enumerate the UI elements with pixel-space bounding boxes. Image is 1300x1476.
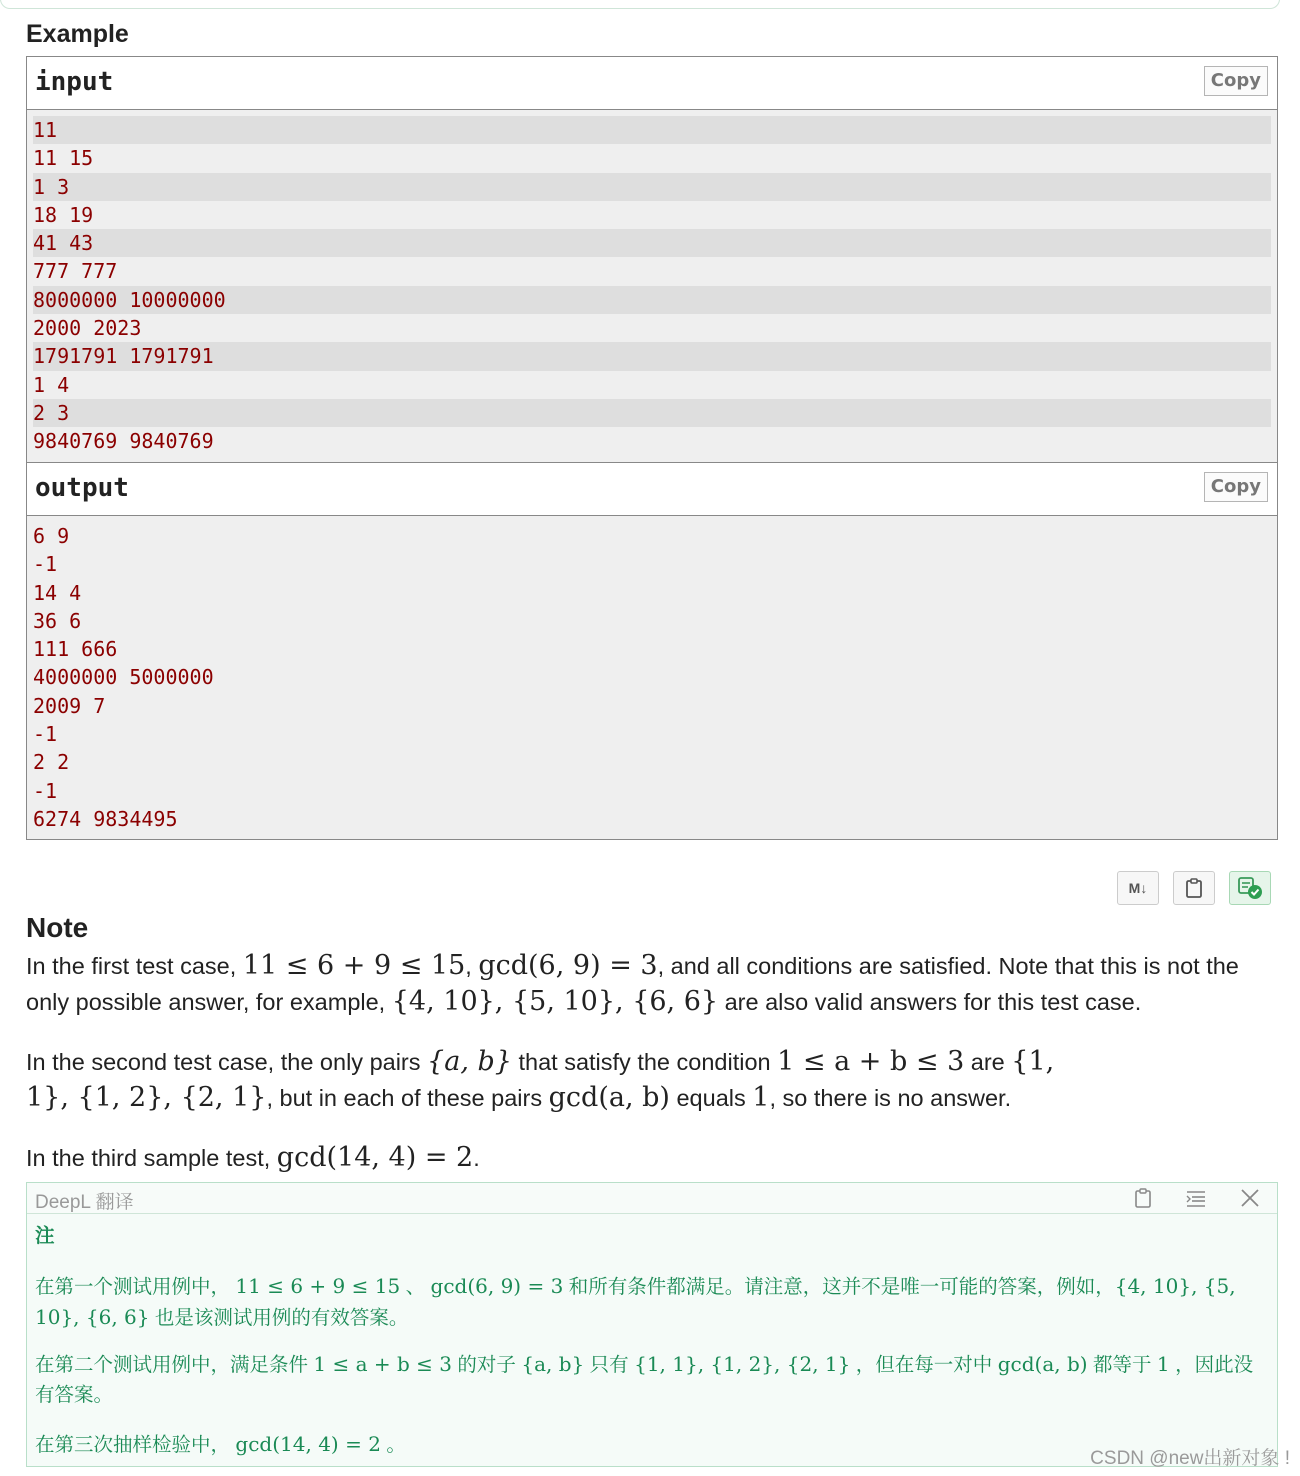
note-p2-math-5: 1 [752, 1082, 770, 1113]
output-line: -1 [33, 778, 58, 803]
deepl-heading: 注 [35, 1225, 55, 1247]
note-p2-math-3: {1, 1}, {1, 2}, {2, 1} [26, 1046, 1055, 1113]
output-box [26, 462, 1278, 840]
output-line: 6274 9834495 [33, 806, 178, 831]
input-line: 2 3 [33, 399, 1271, 427]
output-lines [27, 516, 1277, 833]
deepl-p1-text-4: 也是该测试用例的有效答案。 [149, 1307, 409, 1329]
note-p1-text-3: , and all conditions are satisfied. Note that this is not the only possible answer, for example, [26, 953, 1239, 1015]
copy-input-button[interactable]: Copy [1204, 66, 1268, 96]
note-p2-math-2: 1 ≤ a + b ≤ 3 [777, 1046, 965, 1077]
output-line: 36 6 [33, 608, 82, 633]
deepl-paragraph-3 [35, 1429, 1265, 1460]
output-line: 4000000 5000000 [33, 665, 214, 690]
note-paragraph-3 [26, 1140, 1281, 1176]
input-line: 8000000 10000000 [33, 286, 1271, 314]
input-line: 1 3 [33, 173, 1271, 201]
deepl-p3-text-2: 。 [380, 1434, 406, 1456]
translate-button[interactable] [1229, 871, 1271, 905]
copy-translation-icon[interactable] [1133, 1187, 1153, 1209]
note-p2-text-3: are [964, 1049, 1012, 1075]
input-line: 11 15 [33, 146, 94, 171]
input-line: 2000 2023 [33, 316, 142, 341]
deepl-p2-math-1: 1 ≤ a + b ≤ 3 [313, 1352, 453, 1376]
deepl-p2-text-3: 只有 [584, 1354, 635, 1376]
note-p1-math-1: 11 ≤ 6 + 9 ≤ 15 [242, 950, 466, 981]
deepl-p2-text-1: 在第二个测试用例中，满足条件 [35, 1354, 314, 1376]
input-lines [27, 110, 1277, 456]
deepl-p2-text-5: 都等于 [1087, 1354, 1157, 1376]
output-line: 2 2 [33, 750, 70, 775]
close-icon[interactable] [1239, 1187, 1261, 1209]
deepl-paragraph-1 [35, 1271, 1265, 1333]
note-p3-math-1: gcd(14, 4) = 2 [276, 1142, 474, 1173]
deepl-p2-math-4: gcd(a, b) [997, 1352, 1088, 1376]
output-line: -1 [33, 552, 58, 577]
note-p1-text-2: , [465, 953, 479, 979]
note-p1-math-3: {4, 10}, {5, 10}, {6, 6} [391, 986, 719, 1017]
deepl-p2-text-6: ，因此没有答案。 [35, 1354, 1254, 1406]
deepl-p1-text-3: 和所有条件都满足。请注意，这并不是唯一可能的答案，例如， [563, 1276, 1115, 1298]
markdown-button[interactable] [1117, 871, 1159, 905]
deepl-p2-math-3: {1, 1}, {1, 2}, {2, 1} [634, 1352, 851, 1376]
note-paragraph-2 [26, 1044, 1066, 1116]
note-p1-text-1: In the first test case, [26, 953, 243, 979]
note-p2-text-1: In the second test case, the only pairs [26, 1049, 428, 1075]
note-p3-text-1: In the third sample test, [26, 1145, 277, 1171]
deepl-p2-text-2: 的对子 [452, 1354, 522, 1376]
deepl-p1-text-1: 在第一个测试用例中， [35, 1276, 236, 1298]
output-header [27, 463, 1277, 516]
copy-output-button[interactable]: Copy [1204, 472, 1268, 502]
note-p2-text-6: , so there is no answer. [769, 1085, 1012, 1111]
input-line: 11 [33, 116, 1271, 144]
note-title: Note [26, 912, 89, 943]
input-line: 9840769 9840769 [33, 429, 214, 454]
note-p1-text-4: are also valid answers for this test case. [718, 989, 1142, 1015]
copy-note-button[interactable] [1173, 871, 1215, 905]
deepl-paragraph-2 [35, 1349, 1265, 1410]
input-box [26, 56, 1278, 463]
note-p2-text-5: equals [669, 1085, 753, 1111]
deepl-p2-text-4: ，但在每一对中 [850, 1354, 998, 1376]
deepl-p2-math-2: {a, b} [521, 1352, 585, 1376]
note-p2-text-4: , but in each of these pairs [266, 1085, 549, 1111]
note-p1-math-2: gcd(6, 9) = 3 [478, 950, 658, 981]
output-line: 2009 7 [33, 693, 106, 718]
deepl-p3-math-1: gcd(14, 4) = 2 [235, 1432, 381, 1456]
format-list-icon[interactable] [1185, 1187, 1207, 1209]
translate-check-icon [1236, 875, 1264, 901]
deepl-translation-panel [26, 1182, 1278, 1467]
note-p2-text-2: that satisfy the condition [511, 1049, 778, 1075]
previous-block-edge [0, 0, 1280, 9]
deepl-title: DeepL 翻译 [35, 1192, 134, 1213]
markdown-icon: M↓ [1128, 880, 1148, 896]
deepl-p1-math-3: {4, 10}, {5, 10}, {6, 6} [35, 1274, 1236, 1329]
deepl-p2-math-5: 1 [1156, 1352, 1170, 1376]
output-line: 14 4 [33, 580, 82, 605]
input-line: 1791791 1791791 [33, 342, 1271, 370]
deepl-p1-text-2: 、 [400, 1276, 431, 1298]
input-line: 18 19 [33, 202, 94, 227]
note-p2-math-4: gcd(a, b) [548, 1082, 670, 1113]
csdn-watermark: CSDN @new出新对象 ! [1090, 1448, 1290, 1469]
deepl-p3-text-1: 在第三次抽样检验中， [35, 1434, 236, 1456]
deepl-p1-math-2: gcd(6, 9) = 3 [430, 1274, 564, 1298]
input-line: 1 4 [33, 372, 70, 397]
output-line: 6 9 [33, 524, 70, 548]
note-paragraph-1 [26, 948, 1281, 1020]
input-header [27, 57, 1277, 110]
input-line: 777 777 [33, 259, 118, 284]
output-line: -1 [33, 722, 58, 747]
note-p2-math-1: {a, b} [427, 1046, 512, 1077]
input-title: input [35, 67, 114, 97]
input-line: 41 43 [33, 229, 1271, 257]
deepl-p1-math-1: 11 ≤ 6 + 9 ≤ 15 [235, 1274, 401, 1298]
note-p3-text-2: . [473, 1145, 480, 1171]
output-line: 111 666 [33, 637, 118, 662]
output-title: output [35, 473, 129, 503]
clipboard-icon [1184, 877, 1204, 899]
deepl-header [27, 1183, 1277, 1214]
example-title: Example [26, 20, 129, 48]
